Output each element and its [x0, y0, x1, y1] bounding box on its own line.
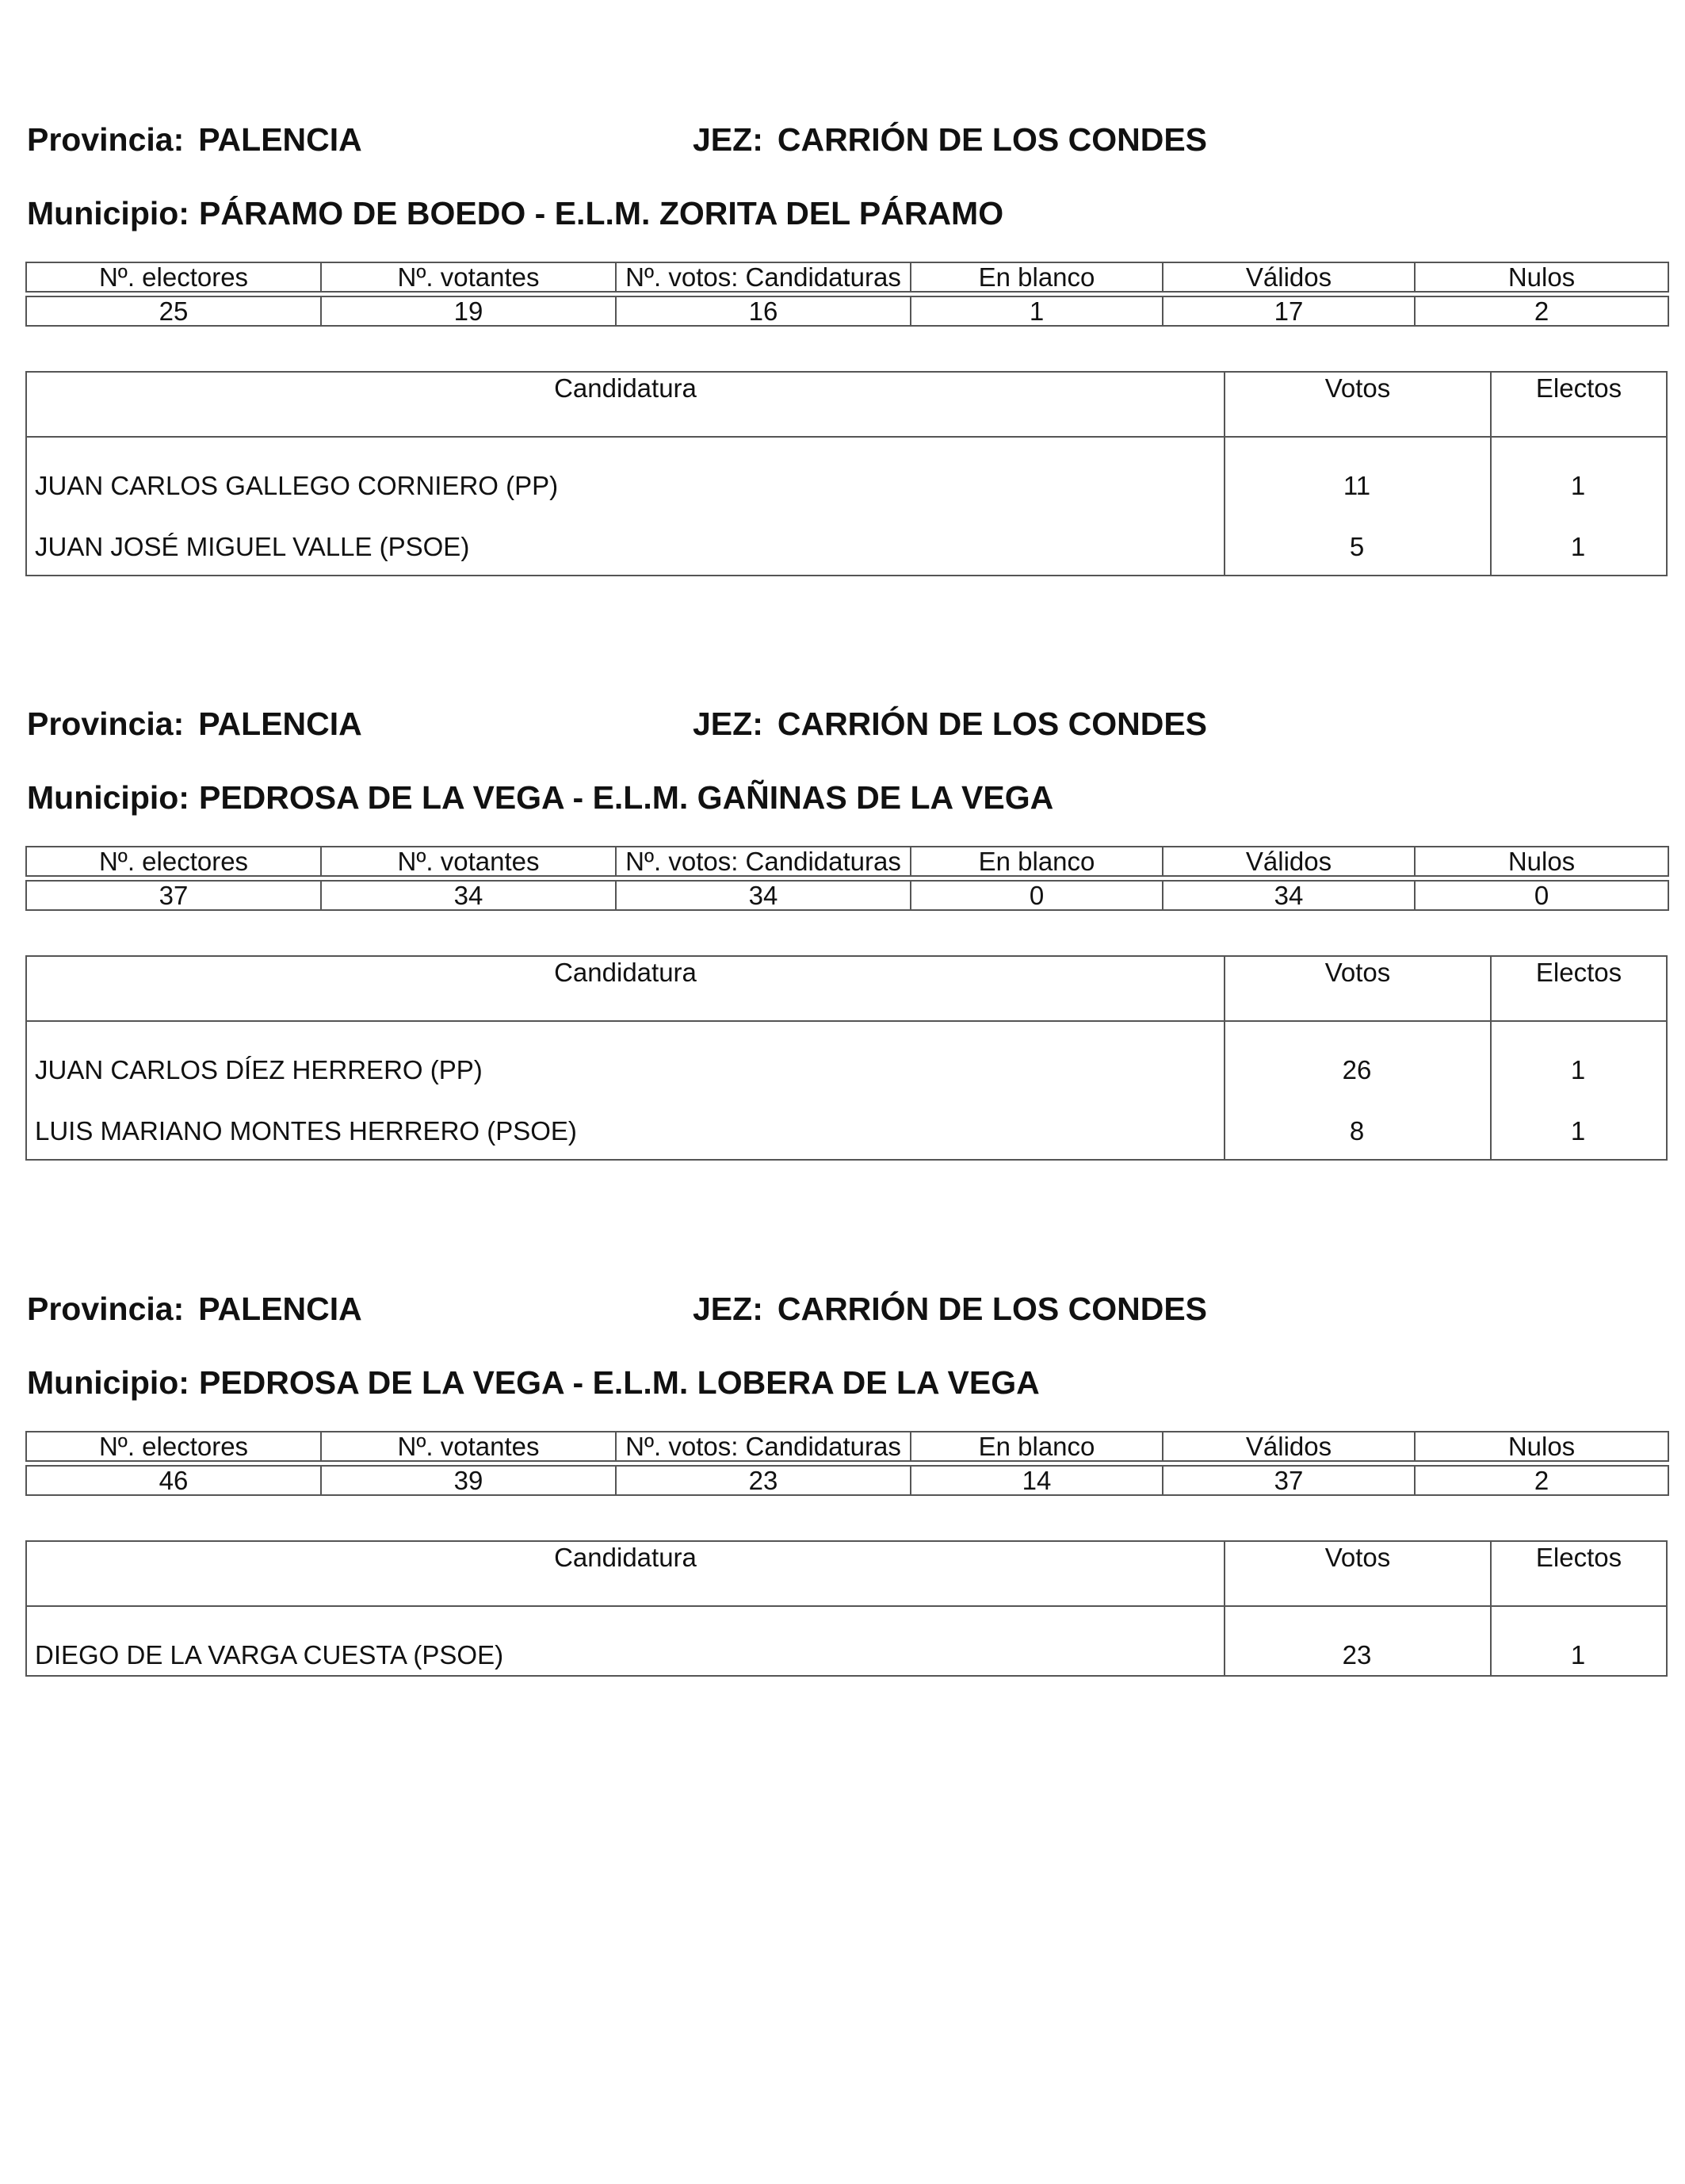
municipio-value: PEDROSA DE LA VEGA - E.L.M. LOBERA DE LA VEGA	[198, 1364, 1040, 1401]
stats-value-votos-candidaturas: 16	[616, 296, 911, 326]
stats-value-nulos: 2	[1415, 1466, 1668, 1495]
stats-header-nulos: Nulos	[1415, 847, 1668, 876]
candidate-electos: 1	[1570, 1640, 1586, 1670]
candidate-electos: 1	[1570, 471, 1586, 500]
municipio-label: Municipio:	[27, 779, 189, 816]
stats-value-votantes: 39	[321, 1466, 616, 1495]
stats-value-votos-candidaturas: 23	[616, 1466, 911, 1495]
stats-header-nulos: Nulos	[1415, 1432, 1668, 1461]
stats-header-row	[26, 1432, 1668, 1461]
stats-value-validos: 37	[1163, 1466, 1415, 1495]
stats-header-en-blanco: En blanco	[911, 847, 1163, 876]
stats-header-validos: Válidos	[1163, 262, 1415, 292]
candidates-table	[25, 371, 1668, 576]
candidate-votos: 26	[1342, 1055, 1372, 1084]
municipio-label: Municipio:	[27, 195, 189, 231]
jez-label: JEZ:	[693, 1291, 763, 1327]
provincia-value: PALENCIA	[198, 121, 362, 158]
provincia-line	[27, 120, 362, 159]
provincia-label: Provincia:	[27, 121, 185, 158]
header-electos: Electos	[1490, 373, 1666, 436]
stats-header-votos-candidaturas: Nº. votos: Candidaturas	[616, 1432, 911, 1461]
stats-header-electores: Nº. electores	[26, 1432, 321, 1461]
stats-value-votantes: 19	[321, 296, 616, 326]
candidate-electos: 1	[1570, 532, 1586, 561]
header-votos: Votos	[1224, 373, 1490, 436]
jez-value: CARRIÓN DE LOS CONDES	[777, 706, 1208, 742]
candidate-name: JUAN CARLOS DÍEZ HERRERO (PP)	[35, 1055, 483, 1084]
municipio-value: PÁRAMO DE BOEDO - E.L.M. ZORITA DEL PÁRAMO	[198, 195, 1004, 231]
header-votos: Votos	[1224, 957, 1490, 1020]
municipio-line	[27, 778, 1053, 817]
provincia-line	[27, 705, 362, 743]
stats-header-row	[26, 262, 1668, 292]
candidate-votos: 23	[1342, 1640, 1372, 1670]
stats-value-nulos: 0	[1415, 881, 1668, 910]
municipio-label: Municipio:	[27, 1364, 189, 1401]
candidates-body	[27, 438, 1666, 575]
stats-value-en-blanco: 0	[911, 881, 1163, 910]
candidate-row	[27, 1022, 1666, 1103]
stats-header-votantes: Nº. votantes	[321, 847, 616, 876]
provincia-value: PALENCIA	[198, 706, 362, 742]
stats-header-electores: Nº. electores	[26, 262, 321, 292]
stats-value-validos: 34	[1163, 881, 1415, 910]
stats-value-nulos: 2	[1415, 296, 1668, 326]
candidate-votos: 11	[1343, 471, 1371, 500]
municipio-line	[27, 194, 1003, 232]
candidates-table	[25, 955, 1668, 1161]
candidate-name: JUAN CARLOS GALLEGO CORNIERO (PP)	[35, 471, 559, 500]
candidates-header	[27, 1542, 1666, 1607]
stats-header-votos-candidaturas: Nº. votos: Candidaturas	[616, 262, 911, 292]
provincia-label: Provincia:	[27, 1291, 185, 1327]
header-candidatura: Candidatura	[554, 1543, 697, 1572]
jez-label: JEZ:	[693, 121, 763, 158]
stats-value-row	[26, 1466, 1668, 1495]
candidate-row	[27, 1103, 1666, 1159]
candidates-header	[27, 957, 1666, 1022]
results-section-3	[25, 1193, 1668, 1685]
candidate-row	[27, 519, 1666, 575]
stats-value-en-blanco: 1	[911, 296, 1163, 326]
stats-value-validos: 17	[1163, 296, 1415, 326]
header-votos: Votos	[1224, 1542, 1490, 1605]
candidate-name: LUIS MARIANO MONTES HERRERO (PSOE)	[35, 1116, 577, 1146]
candidate-name: DIEGO DE LA VARGA CUESTA (PSOE)	[35, 1640, 504, 1670]
provincia-label: Provincia:	[27, 706, 185, 742]
candidates-table	[25, 1540, 1668, 1677]
stats-header-row	[26, 847, 1668, 876]
candidates-header	[27, 373, 1666, 438]
stats-value-electores: 37	[26, 881, 321, 910]
candidates-body	[27, 1607, 1666, 1675]
stats-value-electores: 25	[26, 296, 321, 326]
stats-header-validos: Válidos	[1163, 847, 1415, 876]
candidates-body	[27, 1022, 1666, 1159]
results-section-1	[25, 24, 1668, 561]
header-electos: Electos	[1490, 957, 1666, 1020]
candidate-name: JUAN JOSÉ MIGUEL VALLE (PSOE)	[35, 532, 470, 561]
stats-header-votos-candidaturas: Nº. votos: Candidaturas	[616, 847, 911, 876]
candidate-electos: 1	[1570, 1116, 1586, 1146]
candidate-electos: 1	[1570, 1055, 1586, 1084]
jez-label: JEZ:	[693, 706, 763, 742]
stats-header-electores: Nº. electores	[26, 847, 321, 876]
municipio-value: PEDROSA DE LA VEGA - E.L.M. GAÑINAS DE LA VEGA	[198, 779, 1054, 816]
jez-value: CARRIÓN DE LOS CONDES	[777, 121, 1208, 158]
stats-value-row	[26, 881, 1668, 910]
stats-header-votantes: Nº. votantes	[321, 262, 616, 292]
jez-value: CARRIÓN DE LOS CONDES	[777, 1291, 1208, 1327]
stats-header-nulos: Nulos	[1415, 262, 1668, 292]
stats-header-en-blanco: En blanco	[911, 262, 1163, 292]
stats-table	[25, 262, 1669, 327]
provincia-line	[27, 1290, 362, 1328]
candidate-votos: 5	[1349, 532, 1365, 561]
header-electos: Electos	[1490, 1542, 1666, 1605]
stats-header-validos: Válidos	[1163, 1432, 1415, 1461]
stats-header-votantes: Nº. votantes	[321, 1432, 616, 1461]
jez-line	[693, 705, 1207, 743]
stats-value-row	[26, 296, 1668, 326]
candidate-row	[27, 438, 1666, 519]
stats-header-en-blanco: En blanco	[911, 1432, 1163, 1461]
header-candidatura: Candidatura	[554, 958, 697, 987]
stats-value-votos-candidaturas: 34	[616, 881, 911, 910]
jez-line	[693, 120, 1207, 159]
stats-value-electores: 46	[26, 1466, 321, 1495]
stats-value-en-blanco: 14	[911, 1466, 1163, 1495]
candidate-row	[27, 1607, 1666, 1675]
stats-table	[25, 1431, 1669, 1496]
jez-line	[693, 1290, 1207, 1328]
candidate-votos: 8	[1349, 1116, 1365, 1146]
stats-value-votantes: 34	[321, 881, 616, 910]
provincia-value: PALENCIA	[198, 1291, 362, 1327]
municipio-line	[27, 1364, 1040, 1402]
results-section-2	[25, 608, 1668, 1146]
header-candidatura: Candidatura	[554, 373, 697, 403]
stats-table	[25, 846, 1669, 911]
